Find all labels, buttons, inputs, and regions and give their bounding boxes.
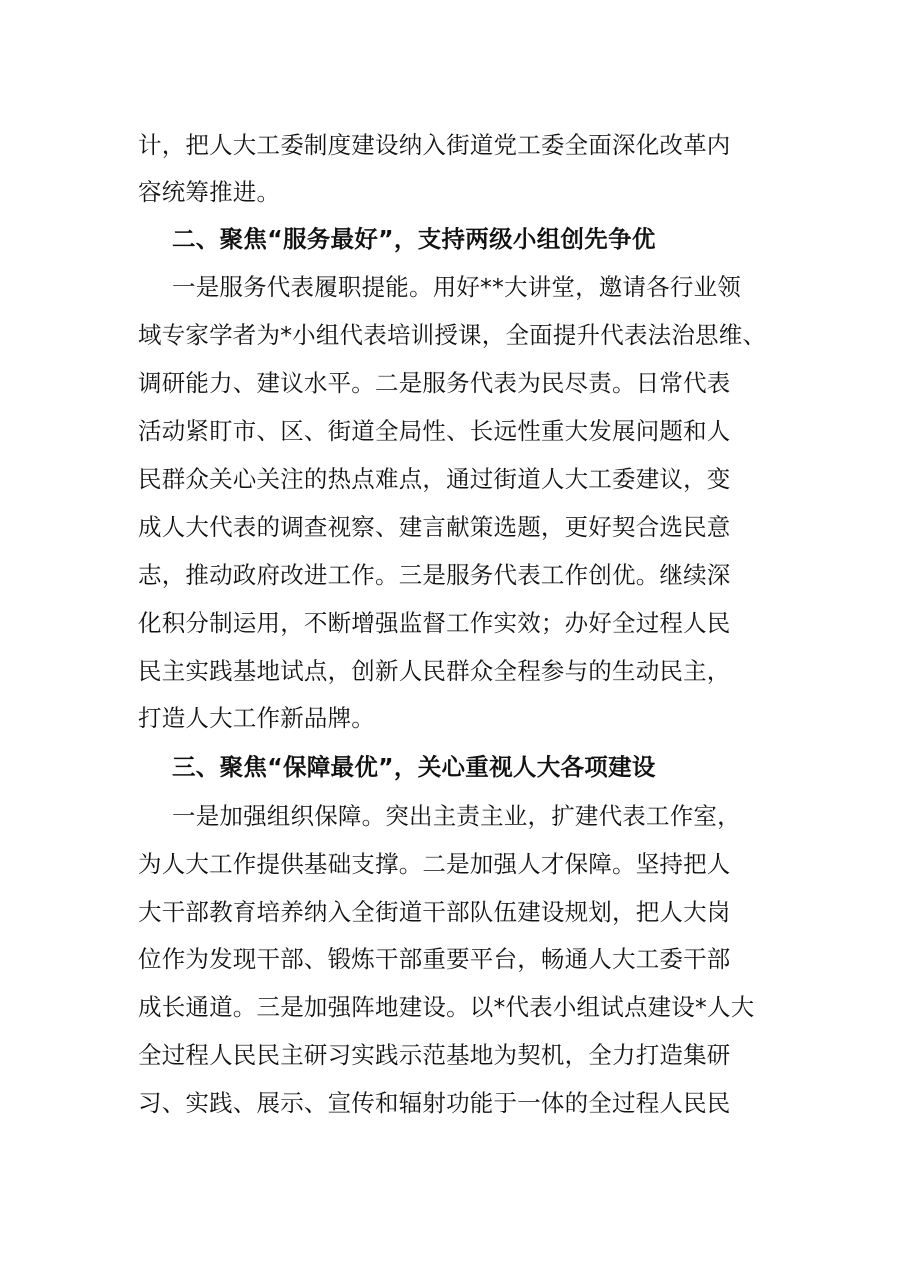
paragraph-line: 域专家学者为*小组代表培训授课，全面提升代表法治思维、 xyxy=(138,321,767,349)
paragraph-line: 化积分制运用，不断增强监督工作实效；办好全过程人民 xyxy=(138,609,731,637)
paragraph-line: 活动紧盯市、区、街道全局性、长远性重大发展问题和人 xyxy=(138,417,731,445)
paragraph-line: 习、实践、展示、宣传和辐射功能于一体的全过程人民民 xyxy=(138,1089,731,1117)
paragraph-line: 计，把人大工委制度建设纳入街道党工委全面深化改革内 xyxy=(138,131,731,159)
paragraph-line: 民群众关心关注的热点难点，通过街道人大工委建议，变 xyxy=(138,465,731,493)
paragraph-line: 民主实践基地试点，创新人民群众全程参与的生动民主， xyxy=(138,657,731,685)
paragraph-line: 一是加强组织保障。突出主责主业，扩建代表工作室， xyxy=(172,802,741,830)
section-heading-2: 二、聚焦“服务最好”，支持两级小组创先争优 xyxy=(172,225,656,253)
section-heading-3: 三、聚焦“保障最优”，关心重视人大各项建设 xyxy=(172,753,656,781)
paragraph-line: 成人大代表的调查视察、建言献策选题，更好契合选民意 xyxy=(138,513,731,541)
paragraph-line: 为人大工作提供基础支撑。二是加强人才保障。坚持把人 xyxy=(138,850,731,878)
paragraph-line: 容统筹推进。 xyxy=(138,178,281,206)
paragraph-line: 位作为发现干部、锻炼干部重要平台，畅通人大工委干部 xyxy=(138,945,731,973)
paragraph-line: 成长通道。三是加强阵地建设。以*代表小组试点建设*人大 xyxy=(138,993,755,1021)
paragraph-line: 打造人大工作新品牌。 xyxy=(138,704,375,732)
paragraph-line: 一是服务代表履职提能。用好**大讲堂，邀请各行业领 xyxy=(172,273,741,301)
paragraph-line: 全过程人民民主研习实践示范基地为契机，全力打造集研 xyxy=(138,1041,731,1069)
paragraph-line: 大干部教育培养纳入全街道干部队伍建设规划，把人大岗 xyxy=(138,898,731,926)
paragraph-line: 调研能力、建议水平。二是服务代表为民尽责。日常代表 xyxy=(138,369,731,397)
paragraph-line: 志，推动政府改进工作。三是服务代表工作创优。继续深 xyxy=(138,561,731,589)
